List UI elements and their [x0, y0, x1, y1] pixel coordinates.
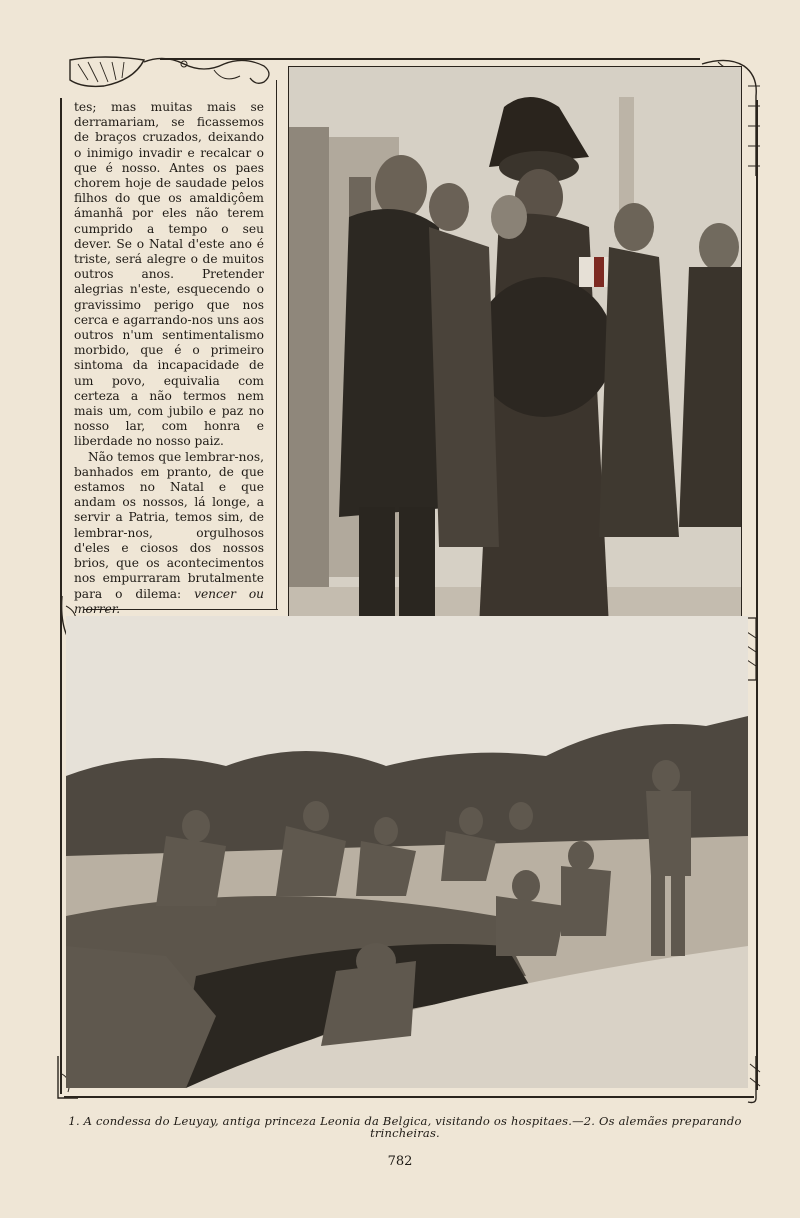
page-number: 782: [387, 1154, 413, 1169]
photo-caption: [60, 1115, 750, 1139]
photo-countess-visit-drawing: [289, 67, 741, 699]
photo-trenches: [66, 616, 748, 1088]
caption-text: 1. A condessa do Leuyay, antiga princeza Leonia da Belgica, visitando os hospitaes.—2. Os alemães preparando trincheiras.: [68, 1114, 742, 1140]
text-box-right-line: [276, 80, 277, 610]
article-emphasis: vencer ou morrer.: [74, 586, 265, 616]
article-paragraph-1: tes; mas muitas mais se derramariam, se ficassemos de braços cruzados, deixando o inimigo invadir e recalcar o que é nosso. Antes os paes chorem hoje de saudade pelos filhos do que os amaldiçôem ámanhã por eles não terem cumprido a tempo o seu dever. Se o Natal d'este ano é triste, será alegre o de muitos outros anos. Pretender alegrias n'este, esquecendo o gravissimo perigo que nos cerca e agarrando-nos uns aos outros n'um sentimentalismo morbido, que é o primeiro sintoma da incapacidade de um povo, equivalia com certeza a não termos nem mais um, com jubilo e paz no nosso lar, com honra e liberdade no nosso paiz.: [74, 100, 264, 449]
photo-trenches-drawing: [66, 616, 748, 1088]
article-paragraph-2: [74, 450, 264, 617]
article-paragraph-2-text: Não temos que lembrar-nos, banhados em pranto, de que estamos no Natal e que andam os nossos, lá longe, a servir a Patria, temos sim, de lembrar-nos, orgulhosos d'eles e ciosos dos nossos brios, que os acontecimentos nos empurraram brutalmente para o dilema:: [74, 449, 264, 601]
frame-right-line: [756, 100, 758, 1090]
frame-bottom-line: [64, 1096, 754, 1098]
top-left-ornament-icon: [64, 50, 284, 98]
photo-countess-visit: [288, 66, 742, 700]
article-text: [74, 100, 264, 634]
